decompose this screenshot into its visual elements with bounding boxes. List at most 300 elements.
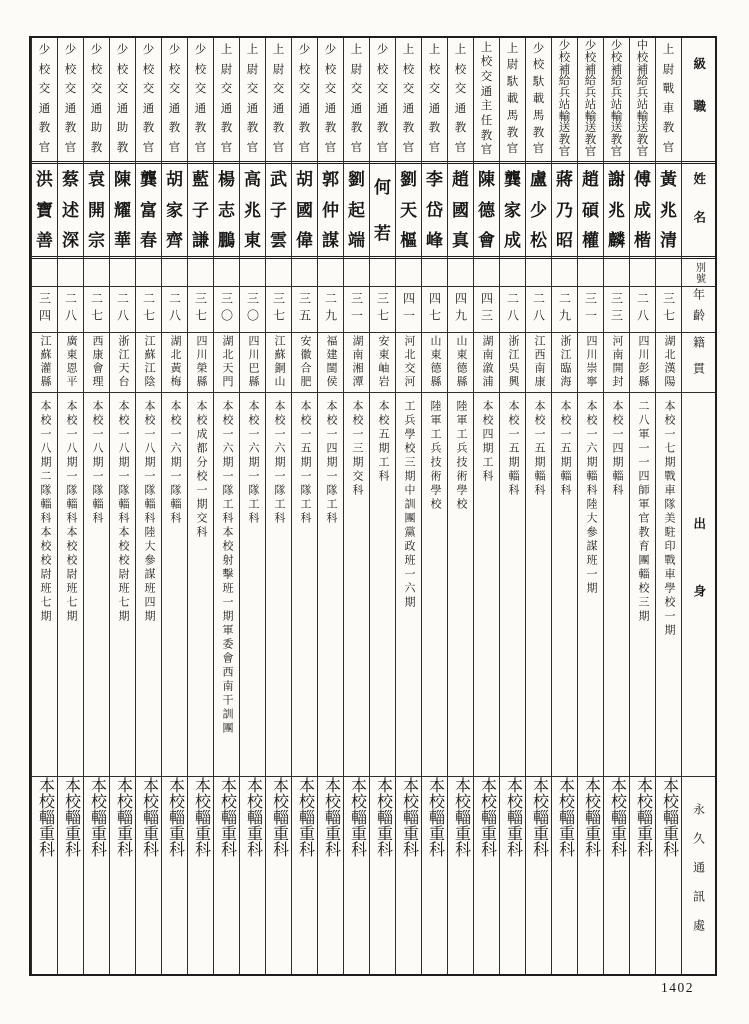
native-cell [58,333,83,393]
rank-cell [32,38,57,161]
rank-text: 少 校 交 通 教 官 [38,44,51,154]
age-cell [32,287,57,333]
address-text: 本校輜重科 [140,776,158,857]
person-column [629,38,655,974]
rank-text: 少 校 交 通 助 教 [90,44,103,154]
native-text: 浙江天台 [117,335,129,390]
origin-cell [136,393,161,777]
origin-text: 本校一五期輜科 [559,399,571,498]
age-text: 三七 [661,292,676,327]
rank-cell [188,38,213,161]
rank-cell [84,38,109,161]
origin-text: 本校一八期一隊輜科本校校尉班七期 [117,399,129,624]
name-text: 劉 天 樞 [400,170,417,251]
rank-text: 少 校 補 給 兵 站 輸 送 教 官 [610,40,623,158]
native-cell [318,333,343,393]
name-text: 楊 志 鵬 [218,170,235,251]
origin-text: 陸軍工兵技術學校 [429,399,441,512]
address-text: 本校輜重科 [218,776,236,857]
origin-cell [162,393,187,777]
alias-cell [162,259,187,287]
age-cell [396,287,421,333]
origin-cell [266,393,291,777]
alias-cell [240,259,265,287]
address-cell [500,777,525,974]
alias-cell [630,259,655,287]
rank-cell [448,38,473,161]
rank-cell [58,38,83,161]
origin-text: 本校一六期一隊工科 [273,399,285,526]
name-text: 何 若 [374,177,391,243]
age-cell [188,287,213,333]
age-text: 三〇 [245,292,260,327]
native-cell [500,333,525,393]
person-column [655,38,681,974]
native-text: 四川彭縣 [637,335,649,390]
rank-cell [240,38,265,161]
address-cell [136,777,161,974]
age-cell [526,287,551,333]
name-cell [500,161,525,259]
rank-cell [578,38,603,161]
origin-text: 本校一五期輜科 [507,399,519,498]
alias-cell [474,259,499,287]
name-text: 謝 兆 麟 [608,170,625,251]
header-name-label: 姓名 [691,171,706,249]
name-cell [240,161,265,259]
origin-cell [630,393,655,777]
rank-text: 少 校 補 給 兵 站 輸 送 教 官 [558,40,571,158]
origin-text: 本校一五期一隊工科 [299,399,311,526]
rank-cell [630,38,655,161]
age-text: 四九 [453,292,468,327]
native-text: 四川巴縣 [247,335,259,390]
rank-text: 少 校 交 通 教 官 [194,44,207,154]
address-text: 本校輜重科 [660,776,678,857]
name-cell [526,161,551,259]
header-age-label: 年齡 [691,288,706,331]
origin-text: 本校一四期一隊工科 [325,399,337,526]
rank-cell [214,38,239,161]
person-column [369,38,395,974]
address-cell [84,777,109,974]
age-text: 三三 [609,292,624,327]
alias-cell [32,259,57,287]
address-cell [630,777,655,974]
name-cell [344,161,369,259]
address-text: 本校輜重科 [322,776,340,857]
alias-cell [396,259,421,287]
origin-cell [110,393,135,777]
origin-text: 本校一五期輜科 [533,399,545,498]
header-rank-label: 級職 [691,57,706,143]
address-cell [110,777,135,974]
name-cell [84,161,109,259]
native-cell [214,333,239,393]
name-text: 袁 開 宗 [88,170,105,251]
header-native-cell [682,333,715,393]
alias-cell [110,259,135,287]
person-column [135,38,161,974]
header-name-cell [682,161,715,259]
origin-cell [500,393,525,777]
origin-text: 本校成都分校一期交科 [195,399,207,540]
name-cell [474,161,499,259]
person-column [551,38,577,974]
name-text: 劉 起 端 [348,170,365,251]
origin-text: 本校一八期二隊輜科本校校尉班七期 [39,399,51,624]
address-cell [578,777,603,974]
native-text: 四川崇寧 [585,335,597,390]
person-column [57,38,83,974]
rank-text: 少 校 補 給 兵 站 輸 送 教 官 [584,40,597,158]
name-text: 龔 家 成 [504,170,521,251]
age-cell [500,287,525,333]
native-text: 江蘇灌縣 [39,335,51,390]
alias-cell [552,259,577,287]
origin-cell [84,393,109,777]
age-text: 四三 [479,292,494,327]
address-cell [552,777,577,974]
rank-cell [266,38,291,161]
header-origin-cell [682,393,715,777]
origin-text: 本校一四期輜科 [611,399,623,498]
rank-text: 少 校 交 通 教 官 [324,44,337,154]
native-text: 山東德縣 [429,335,441,390]
origin-text: 本校一七期戰車隊美駐印戰車學校一期 [663,399,675,638]
alias-cell [604,259,629,287]
age-cell [552,287,577,333]
origin-text: 本校四期工科 [481,399,493,484]
native-text: 安徽合肥 [299,335,311,390]
address-cell [656,777,681,974]
origin-text: 本校一六期一隊工科 [247,399,259,526]
age-text: 二八 [505,292,520,327]
age-cell [84,287,109,333]
age-text: 三七 [375,292,390,327]
age-cell [240,287,265,333]
native-cell [578,333,603,393]
age-cell [266,287,291,333]
person-column [395,38,421,974]
rank-cell [552,38,577,161]
origin-text: 本校一六期輜科陸大參謀班一期 [585,399,597,596]
native-cell [474,333,499,393]
person-column [109,38,135,974]
header-native-label: 籍貫 [691,336,706,389]
alias-cell [58,259,83,287]
rank-cell [396,38,421,161]
native-cell [84,333,109,393]
native-text: 河北交河 [403,335,415,390]
native-text: 西康會理 [91,335,103,390]
age-text: 二八 [531,292,546,327]
origin-cell [318,393,343,777]
age-cell [344,287,369,333]
native-cell [370,333,395,393]
name-cell [162,161,187,259]
name-cell [136,161,161,259]
native-cell [136,333,161,393]
rank-cell [656,38,681,161]
address-cell [292,777,317,974]
native-text: 四川榮縣 [195,335,207,390]
alias-cell [448,259,473,287]
native-cell [188,333,213,393]
origin-text: 本校一八期一隊輜科 [91,399,103,526]
rank-text: 上 校 交 通 教 官 [428,44,441,154]
address-text: 本校輜重科 [478,776,496,857]
age-cell [318,287,343,333]
origin-text: 本校一八期一隊輜科陸大參謀班四期 [143,399,155,624]
person-column [187,38,213,974]
rank-text: 少 校 馱 載 馬 教 官 [532,42,545,156]
address-text: 本校輜重科 [530,776,548,857]
name-cell [188,161,213,259]
rank-text: 少 校 交 通 助 教 [116,44,129,154]
rank-cell [604,38,629,161]
native-cell [604,333,629,393]
header-column [681,38,715,974]
age-cell [214,287,239,333]
person-column [291,38,317,974]
person-column [265,38,291,974]
rank-cell [370,38,395,161]
name-text: 高 兆 東 [244,170,261,251]
age-text: 二九 [323,292,338,327]
name-text: 武 子 雲 [270,170,287,251]
address-text: 本校輜重科 [88,776,106,857]
alias-cell [188,259,213,287]
age-cell [604,287,629,333]
address-text: 本校輜重科 [296,776,314,857]
header-alias-cell [682,259,715,287]
address-text: 本校輜重科 [192,776,210,857]
native-text: 江西南康 [533,335,545,390]
rank-cell [474,38,499,161]
name-text: 陳 耀 華 [114,170,131,251]
address-text: 本校輜重科 [114,776,132,857]
alias-cell [500,259,525,287]
address-cell [422,777,447,974]
name-cell [578,161,603,259]
person-column [499,38,525,974]
address-text: 本校輜重科 [634,776,652,857]
age-text: 二七 [141,292,156,327]
person-column [577,38,603,974]
rank-cell [162,38,187,161]
address-cell [474,777,499,974]
age-cell [292,287,317,333]
name-text: 李 岱 峰 [426,170,443,251]
address-cell [318,777,343,974]
native-cell [292,333,317,393]
rank-cell [422,38,447,161]
address-cell [396,777,421,974]
name-cell [604,161,629,259]
address-text: 本校輜重科 [244,776,262,857]
alias-cell [656,259,681,287]
age-text: 二八 [63,292,78,327]
age-cell [136,287,161,333]
person-column [603,38,629,974]
name-text: 盧 少 松 [530,170,547,251]
header-alias-label: 別號 [693,261,705,284]
age-text: 四七 [427,292,442,327]
person-column [239,38,265,974]
alias-cell [370,259,395,287]
header-address-cell [682,777,715,974]
alias-cell [344,259,369,287]
rank-text: 少 校 交 通 教 官 [298,44,311,154]
native-text: 福建閩侯 [325,335,337,390]
rank-text: 少 校 交 通 教 官 [142,44,155,154]
alias-cell [292,259,317,287]
address-cell [240,777,265,974]
name-cell [370,161,395,259]
origin-cell [578,393,603,777]
age-text: 三〇 [219,292,234,327]
native-cell [422,333,447,393]
person-column [525,38,551,974]
name-text: 藍 子 謙 [192,170,209,251]
name-text: 蔡 述 深 [62,170,79,251]
person-column [421,38,447,974]
address-text: 本校輜重科 [608,776,626,857]
native-text: 山東德縣 [455,335,467,390]
origin-text: 本校一三期交科 [351,399,363,498]
native-text: 湖南湘潭 [351,335,363,390]
address-cell [32,777,57,974]
header-origin-label: 出身 [691,516,706,652]
name-text: 傅 成 楷 [634,170,651,251]
origin-cell [656,393,681,777]
address-cell [266,777,291,974]
native-text: 浙江臨海 [559,335,571,390]
rank-text: 上 校 交 通 教 官 [454,44,467,154]
origin-text: 工兵學校三期中訓團黨政班一六期 [403,399,415,610]
name-cell [396,161,421,259]
rank-cell [292,38,317,161]
native-cell [448,333,473,393]
age-text: 二七 [89,292,104,327]
native-cell [396,333,421,393]
age-text: 三七 [193,292,208,327]
age-cell [58,287,83,333]
native-text: 湖北黃梅 [169,335,181,390]
name-cell [214,161,239,259]
name-cell [318,161,343,259]
origin-text: 本校一八期一隊輜科本校校尉班七期 [65,399,77,624]
alias-cell [214,259,239,287]
origin-cell [32,393,57,777]
address-cell [526,777,551,974]
name-cell [630,161,655,259]
name-text: 黃 兆 清 [660,170,677,251]
person-column [447,38,473,974]
header-age-cell [682,287,715,333]
address-cell [344,777,369,974]
address-text: 本校輜重科 [62,776,80,857]
header-rank-cell [682,38,715,161]
origin-cell [58,393,83,777]
person-column [83,38,109,974]
address-text: 本校輜重科 [348,776,366,857]
name-cell [58,161,83,259]
age-cell [630,287,655,333]
name-text: 陳 德 會 [478,170,495,251]
address-text: 本校輜重科 [452,776,470,857]
address-text: 本校輜重科 [582,776,600,857]
person-column [343,38,369,974]
address-text: 本校輜重科 [36,776,54,857]
name-cell [110,161,135,259]
origin-text: 二八軍一一四師軍官教育團輜校三期 [637,399,649,624]
native-cell [526,333,551,393]
age-cell [578,287,603,333]
alias-cell [136,259,161,287]
address-cell [162,777,187,974]
name-text: 趙 國 真 [452,170,469,251]
address-cell [58,777,83,974]
age-cell [656,287,681,333]
alias-cell [578,259,603,287]
name-text: 胡 國 偉 [296,170,313,251]
name-text: 蔣 乃 昭 [556,170,573,251]
origin-cell [214,393,239,777]
native-text: 浙江吳興 [507,335,519,390]
rank-cell [526,38,551,161]
origin-cell [240,393,265,777]
name-cell [448,161,473,259]
origin-cell [474,393,499,777]
age-text: 三七 [271,292,286,327]
native-text: 湖南漵浦 [481,335,493,390]
origin-cell [552,393,577,777]
address-cell [188,777,213,974]
name-cell [32,161,57,259]
address-text: 本校輜重科 [504,776,522,857]
origin-text: 本校五期工科 [377,399,389,484]
origin-cell [396,393,421,777]
rank-cell [136,38,161,161]
origin-cell [526,393,551,777]
name-cell [266,161,291,259]
name-text: 趙 碩 權 [582,170,599,251]
origin-cell [604,393,629,777]
rank-text: 上 尉 交 通 教 官 [272,44,285,154]
rank-text: 上 校 交 通 主 任 教 官 [480,41,493,157]
age-text: 三一 [349,292,364,327]
rank-text: 上 校 交 通 教 官 [402,44,415,154]
address-text: 本校輜重科 [556,776,574,857]
address-cell [214,777,239,974]
alias-cell [526,259,551,287]
age-text: 三一 [583,292,598,327]
rank-cell [344,38,369,161]
address-cell [448,777,473,974]
name-cell [292,161,317,259]
name-text: 郭 仲 謀 [322,170,339,251]
origin-cell [370,393,395,777]
name-text: 洪 寶 善 [36,170,53,251]
native-text: 江蘇江陰 [143,335,155,390]
alias-cell [422,259,447,287]
personnel-table [29,36,717,976]
age-cell [370,287,395,333]
rank-cell [110,38,135,161]
age-cell [162,287,187,333]
